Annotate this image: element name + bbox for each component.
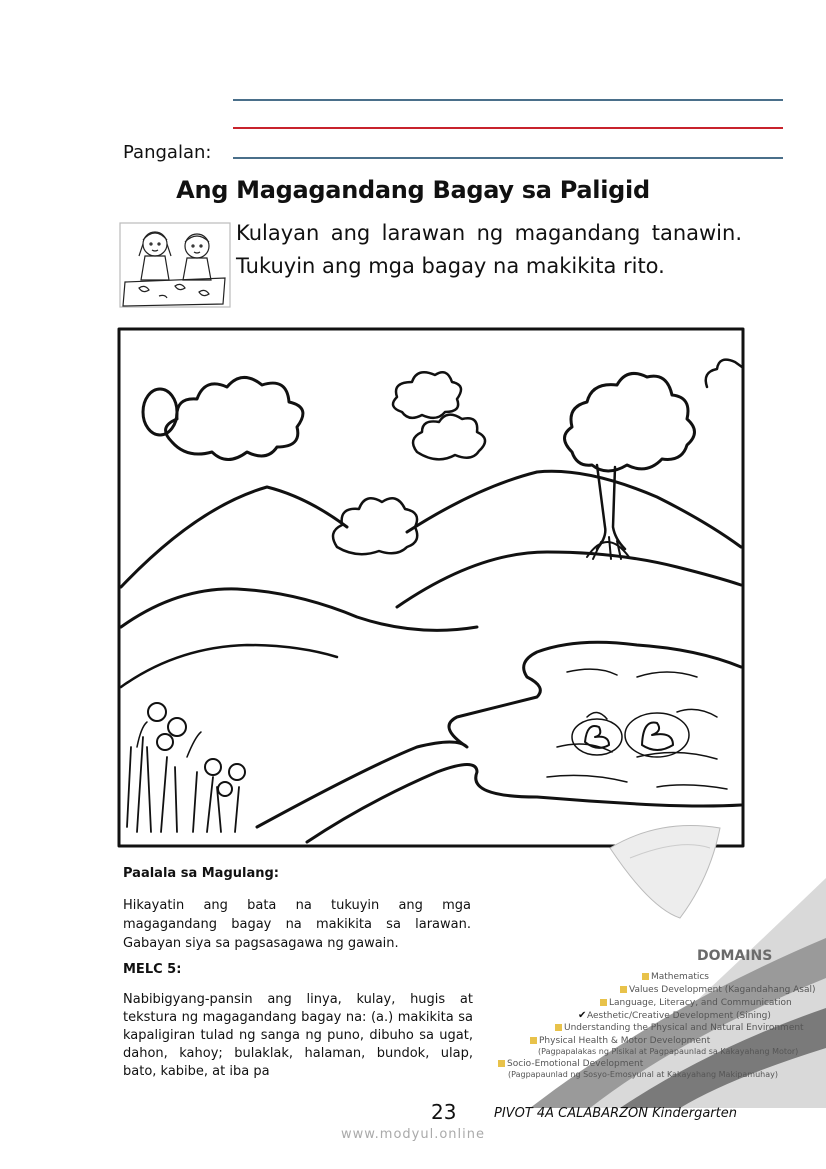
landscape-coloring-picture — [117, 327, 745, 848]
domain-label: Language, Literacy, and Communication — [609, 998, 792, 1008]
domain-item-mathematics — [642, 972, 709, 982]
melc-heading: MELC 5: — [123, 962, 182, 977]
name-line-top — [233, 99, 783, 101]
domain-item-values — [620, 985, 816, 995]
page-number: 23 — [431, 1100, 457, 1124]
instruction-text: Kulayan ang larawan ng magandang tanawin. Tukuyin ang mga bagay na makikita rito. — [236, 221, 742, 278]
sun-icon — [143, 389, 177, 435]
melc-body: Nabibigyang-pansin ang linya, kulay, hugis at tekstura ng magagandang bagay na: (a.) makikita sa kapaligiran tulad ng sanga ng puno, dibuho sa ugat, dahon, kahoy; bulaklak, halaman, bundok, ulap, bato, kabibe, at iba pa — [123, 992, 473, 1079]
domains-title: DOMAINS — [697, 948, 773, 964]
footer-series: PIVOT 4A CALABARZON Kindergarten — [494, 1106, 737, 1121]
checkmark-icon: ✔ — [578, 1010, 587, 1021]
domain-item-socio — [498, 1059, 643, 1069]
domain-bullet-icon — [600, 999, 607, 1006]
domain-bullet-icon — [620, 986, 627, 993]
domain-label: Mathematics — [651, 972, 709, 982]
parent-note-heading: Paalala sa Magulang: — [123, 866, 279, 881]
name-label: Pangalan: — [123, 142, 212, 163]
domain-item-physical-sub: (Pagpapalakas ng Pisikal at Pagpapaunlad sa Kakayahang Motor) — [538, 1047, 799, 1056]
watermark: www.modyul.online — [340, 1127, 486, 1142]
domain-item-physical — [530, 1036, 710, 1046]
domain-item-aesthetic — [578, 1010, 771, 1021]
domain-item-language — [600, 998, 792, 1008]
domain-label: Physical Health & Motor Development — [539, 1036, 711, 1046]
name-line-bottom — [233, 157, 783, 159]
page-title: Ang Magagandang Bagay sa Paligid — [176, 176, 650, 204]
domain-label: Values Development (Kagandahang Asal) — [629, 985, 816, 995]
domain-item-environment — [555, 1023, 804, 1033]
domain-bullet-icon — [642, 973, 649, 980]
domain-label: Aesthetic/Creative Development (Sining) — [587, 1011, 771, 1021]
domain-bullet-icon — [530, 1037, 537, 1044]
domain-label: Socio-Emotional Development — [507, 1059, 644, 1069]
children-coloring-illustration — [119, 222, 231, 308]
domain-bullet-icon — [555, 1024, 562, 1031]
domain-bullet-icon — [498, 1060, 505, 1067]
domain-item-socio-sub: (Pagpapaunlad ng Sosyo-Emosyunal at Kakayahang Makipamuhay) — [508, 1070, 778, 1079]
parent-note-body: Hikayatin ang bata na tukuyin ang mga magagandang bagay na makikita sa larawan. Gabayan siya sa pagsasagawa ng gawain. — [123, 898, 471, 951]
domain-label: Understanding the Physical and Natural Environment — [564, 1023, 804, 1033]
name-line-middle — [233, 127, 783, 129]
